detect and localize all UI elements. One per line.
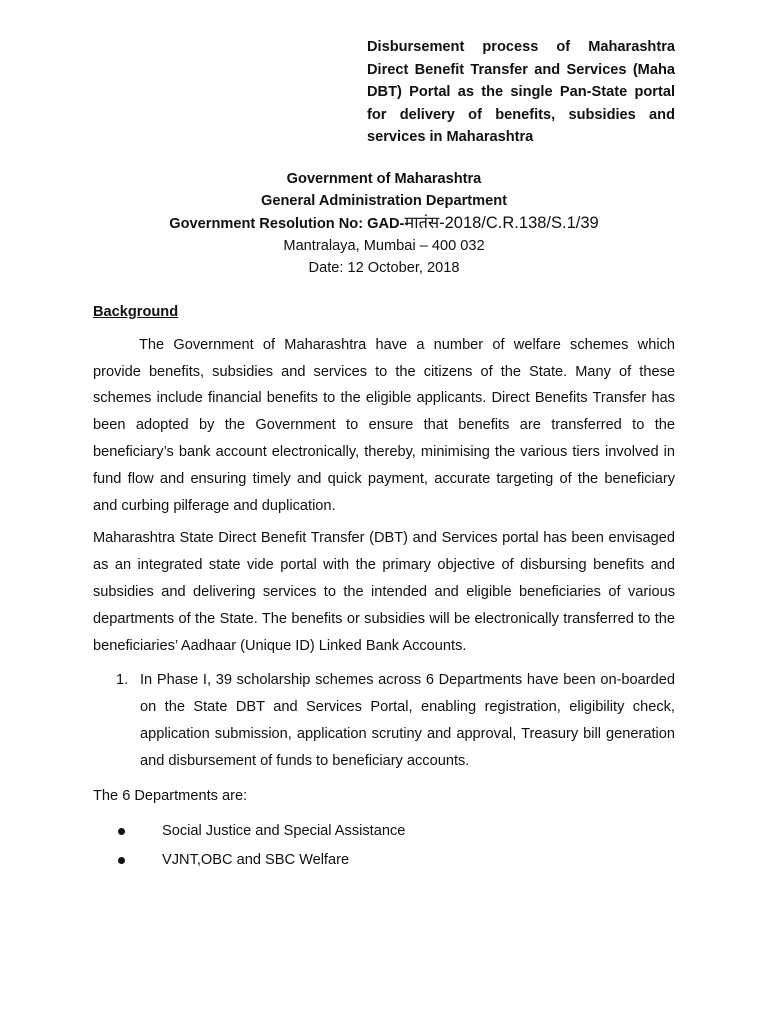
address-line: Mantralaya, Mumbai – 400 032	[283, 238, 485, 254]
date-line: Date: 12 October, 2018	[308, 260, 460, 276]
government-name: Government of Maharashtra	[286, 171, 482, 187]
list-item-text: In Phase I, 39 scholarship schemes across 6 Departments have been on-boarded on the State DBT and Services Portal, enabling registration, eligibility check, application submission, application scrutiny and approval, Treasury bill generation and disbursement of funds to beneficiary accounts.	[140, 672, 675, 769]
document-subject: Disbursement process of Maharashtra Direct Benefit Transfer and Services (Maha DBT) Portal as the single Pan-State portal for delivery of benefits, subsidies and services in Maharashtra	[367, 39, 675, 145]
resolution-header	[0, 168, 768, 279]
department-item: Social Justice and Special Assistance	[162, 823, 406, 840]
department-name: General Administration Department	[261, 193, 507, 209]
background-paragraph-2: Maharashtra State Direct Benefit Transfer (DBT) and Services portal has been envisaged as an integrated state vide portal with the primary objective of disbursing benefits and subsidies and delivering services to the intended and eligible beneficiaries of various departments of the State. The benefits or subsidies will be electronically transferred to the beneficiaries’ Aadhaar (Unique ID) Linked Bank Accounts.	[93, 530, 675, 654]
background-paragraph-1: The Government of Maharashtra have a number of welfare schemes which provide benefits, subsidies and services to the citizens of the State. Many of these schemes include financial benefits to the eligible applicants. Direct Benefits Transfer has been adopted by the Government to ensure that benefits are transferred to the beneficiary’s bank account electronically, thereby, minimising the various tiers involved in fund flow and ensuring timely and quick payment, accurate targeting of the beneficiary and curbing pilferage and duplication.	[93, 336, 675, 514]
departments-intro: The 6 Departments are:	[93, 787, 248, 804]
document-body	[93, 299, 675, 874]
bullet-icon	[118, 857, 125, 864]
department-item: VJNT,OBC and SBC Welfare	[162, 851, 350, 868]
departments-list	[93, 817, 675, 874]
resolution-label: Government Resolution No: GAD-	[169, 216, 405, 232]
resolution-line	[0, 212, 768, 235]
numbered-list	[93, 667, 675, 774]
list-item	[93, 667, 675, 774]
resolution-number: मातंस-2018/C.R.138/S.1/39	[404, 214, 599, 232]
list-item	[93, 817, 675, 846]
section-heading-background: Background	[93, 304, 179, 320]
list-item-number: 1.	[116, 672, 129, 689]
bullet-icon	[118, 828, 125, 835]
list-item	[93, 846, 675, 875]
